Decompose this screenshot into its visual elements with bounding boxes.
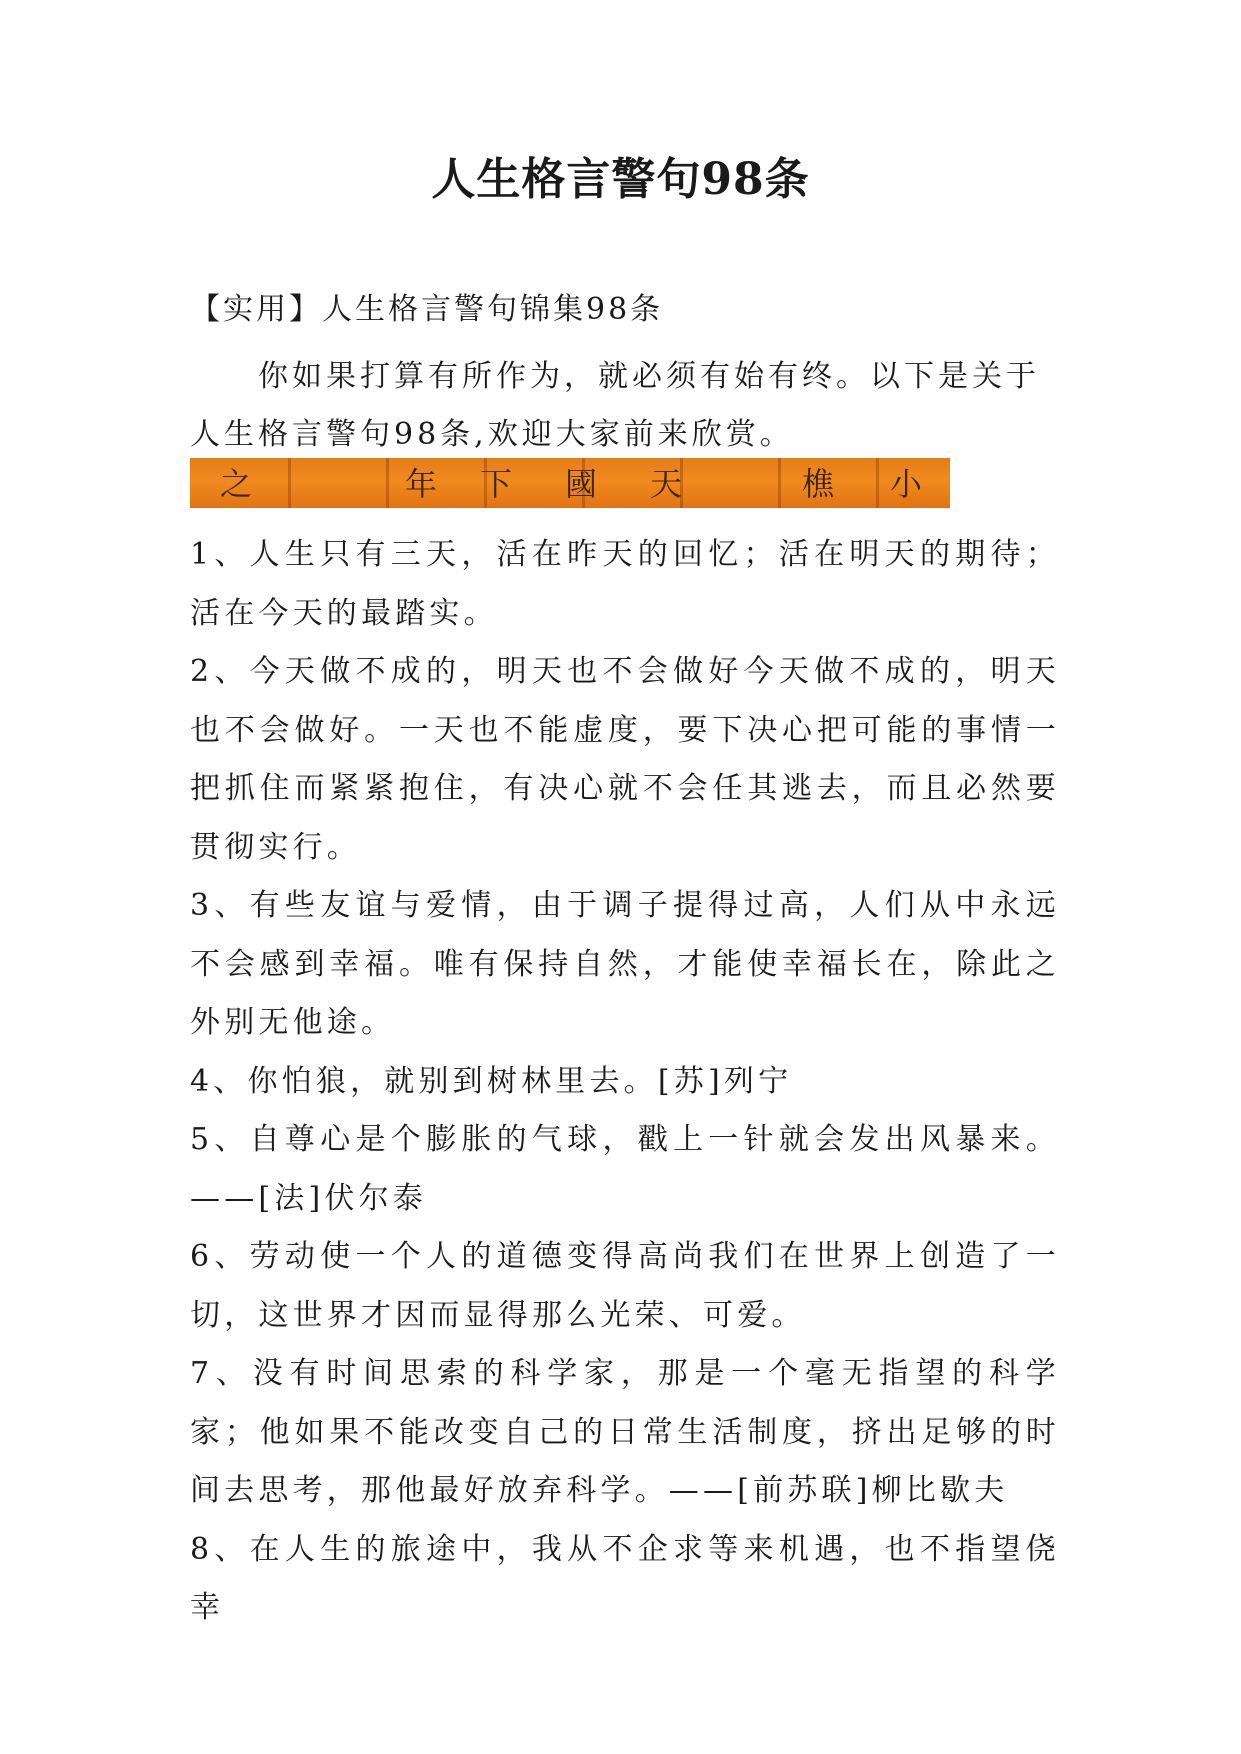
quote-item: 5、自尊心是个膨胀的气球，戳上一针就会发出风暴来。——[法]伏尔泰 — [190, 1122, 1060, 1216]
banner-glyph: 之 — [220, 465, 253, 503]
quote-item: 1、人生只有三天，活在昨天的回忆；活在明天的期待；活在今天的最踏实。 — [190, 537, 1060, 631]
banner-glyph: 小 — [890, 465, 923, 503]
page-title: 人生格言警句98条 — [431, 154, 810, 205]
calligraphy-banner-image — [190, 458, 950, 508]
quote-item: 8、在人生的旅途中，我从不企求等来机遇，也不指望侥幸 — [190, 1531, 1060, 1625]
banner-glyph: 下 — [480, 465, 513, 503]
banner-glyph: 國 — [565, 465, 598, 503]
quote-item: 3、有些友谊与爱情，由于调子提得过高，人们从中永远不会感到幸福。唯有保持自然，才能使幸福长在，除此之外别无他途。 — [190, 888, 1060, 1040]
quote-list — [190, 526, 1060, 1638]
banner-glyph: 樵 — [802, 465, 835, 503]
intro-paragraph: 你如果打算有所作为，就必须有始有终。以下是关于人生格言警句98条,欢迎大家前来欣赏。 — [190, 359, 1040, 452]
quote-item: 4、你怕狼，就别到树林里去。[苏]列宁 — [190, 1063, 793, 1099]
document-subtitle: 【实用】人生格言警句锦集98条 — [190, 292, 664, 327]
quote-item: 7、没有时间思索的科学家，那是一个毫无指望的科学家；他如果不能改变自己的日常生活制度，挤出足够的时间去思考，那他最好放弃科学。——[前苏联]柳比歇夫 — [190, 1356, 1060, 1508]
banner-glyph: 年 — [405, 465, 438, 503]
banner-glyph: 天 — [650, 465, 683, 503]
quote-item: 2、今天做不成的，明天也不会做好今天做不成的，明天也不会做好。一天也不能虚度，要下决心把可能的事情一把抓住而紧紧抱住，有决心就不会任其逃去，而且必然要贯彻实行。 — [190, 654, 1060, 865]
quote-item: 6、劳动使一个人的道德变得高尚我们在世界上创造了一切，这世界才因而显得那么光荣、可爱。 — [190, 1239, 1060, 1333]
